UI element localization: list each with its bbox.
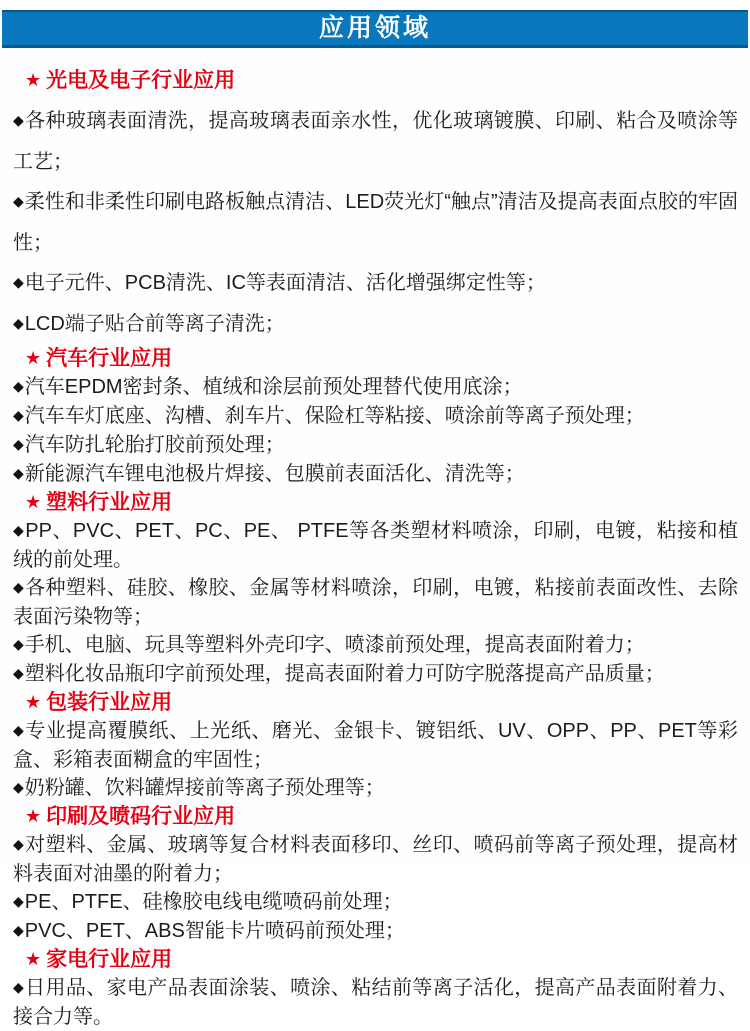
header-bar [2,10,748,48]
bullet-text: 新能源汽车锂电池极片焊接、包膜前表面活化、清洗等； [24,463,525,485]
bullet-item [13,888,738,917]
diamond-icon: ◆ [13,722,25,738]
content [0,48,750,1031]
star-icon: ★ [25,692,42,712]
bullet-text: 对塑料、金属、玻璃等复合材料表面移印、丝印、喷码前等离子预处理，提高材料表面对油墨的附着力； [13,834,738,885]
diamond-icon: ◆ [13,465,24,481]
diamond-icon: ◆ [13,378,24,394]
section [13,61,738,345]
section-title [13,345,738,373]
bullet-text: 汽车车灯底座、沟槽、刹车片、保险杠等粘接、喷涂前等离子预处理； [24,405,645,427]
bullet-item [13,431,738,460]
section-title-text: 家电行业应用 [46,948,173,971]
diamond-icon: ◆ [13,193,24,209]
diamond-icon: ◆ [13,979,25,995]
section-title [13,946,738,974]
bullet-text: 专业提高覆膜纸、上光纸、磨光、金银卡、镀铝纸、UV、OPP、PP、PET等彩盒、彩箱表面糊盒的牢固性； [13,720,738,771]
section-title-text: 塑料行业应用 [46,491,173,514]
bullet-text: 各种玻璃表面清洗，提高玻璃表面亲水性，优化玻璃镀膜、印刷、粘合及喷涂等工艺； [13,110,738,173]
section [13,803,738,946]
section-title [13,689,738,717]
bullet-item [13,182,738,263]
diamond-icon: ◆ [13,112,25,128]
bullet-item [13,304,738,345]
section-title-text: 光电及电子行业应用 [46,69,236,92]
bullet-text: PE、PTFE、硅橡胶电线电缆喷码前处理； [24,891,403,913]
section-title-text: 包装行业应用 [46,691,173,714]
diamond-icon: ◆ [13,436,24,452]
bullet-text: LCD端子贴合前等离子清洗； [24,313,285,335]
bullet-item [13,660,738,689]
diamond-icon: ◆ [13,274,24,290]
section-title [13,489,738,517]
diamond-icon: ◆ [13,893,24,909]
diamond-icon: ◆ [13,407,24,423]
star-icon: ★ [25,806,42,826]
bullet-text: 电子元件、PCB清洗、IC等表面清洁、活化增强绑定性等； [24,272,546,294]
bullet-item [13,917,738,946]
bullet-text: 各种塑料、硅胶、橡胶、金属等材料喷涂，印刷，电镀，粘接前表面改性、去除表面污染物等； [13,577,738,628]
bullet-item [13,774,738,803]
bullet-item [13,402,738,431]
bullet-item [13,831,738,888]
star-icon: ★ [25,70,42,90]
bullet-item [13,517,738,574]
bullet-text: 奶粉罐、饮料罐焊接前等离子预处理等； [24,777,385,799]
bullet-item [13,263,738,304]
page-title: 应用领域 [318,14,431,42]
section-title [13,803,738,831]
diamond-icon: ◆ [13,836,25,852]
bullet-text: PP、PVC、PET、PC、PE、 PTFE等各类塑材料喷涂，印刷，电镀，粘接和植绒的前处理。 [13,520,738,571]
star-icon: ★ [25,348,42,368]
bullet-item [13,460,738,489]
diamond-icon: ◆ [13,922,24,938]
star-icon: ★ [25,492,42,512]
diamond-icon: ◆ [13,579,25,595]
diamond-icon: ◆ [13,315,24,331]
diamond-icon: ◆ [13,636,24,652]
bullet-item [13,717,738,774]
section [13,689,738,803]
page [0,10,750,1028]
bullet-item [13,574,738,631]
bullet-item [13,631,738,660]
diamond-icon: ◆ [13,665,24,681]
bullet-text: 汽车EPDM密封条、植绒和涂层前预处理替代使用底涂； [24,376,523,398]
bullet-item [13,974,738,1031]
bullet-text: 日用品、家电产品表面涂装、喷涂、粘结前等离子活化，提高产品表面附着力、接合力等。 [13,977,738,1028]
section [13,489,738,689]
section [13,345,738,489]
diamond-icon: ◆ [13,522,25,538]
section-title [13,61,738,101]
bullet-text: 手机、电脑、玩具等塑料外壳印字、喷漆前预处理，提高表面附着力； [24,634,645,656]
bullet-text: 柔性和非柔性印刷电路板触点清洁、LED荧光灯“触点”清洁及提高表面点胶的牢固性； [13,191,738,254]
diamond-icon: ◆ [13,779,24,795]
section-title-text: 汽车行业应用 [46,347,173,370]
bullet-text: 汽车防扎轮胎打胶前预处理； [24,434,285,456]
bullet-item [13,101,738,182]
bullet-text: PVC、PET、ABS智能卡片喷码前预处理； [24,920,405,942]
bullet-text: 塑料化妆品瓶印字前预处理，提高表面附着力可防字脱落提高产品质量； [24,663,665,685]
section [13,946,738,1031]
star-icon: ★ [25,949,42,969]
section-title-text: 印刷及喷码行业应用 [46,805,236,828]
bullet-item [13,373,738,402]
